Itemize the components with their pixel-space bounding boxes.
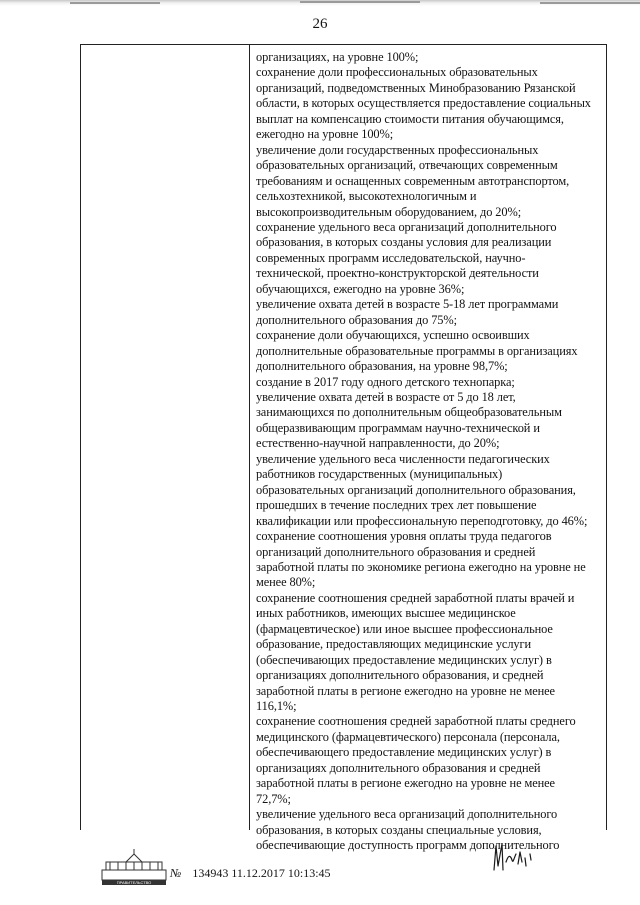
text-line: образования, в которых созданы условия для реализации: [256, 235, 552, 250]
text-line: менее 80%;: [256, 575, 316, 590]
text-line: организациях дополнительного образования и средней: [256, 760, 541, 775]
text-line: технической, проектно-конструкторской деятельности: [256, 266, 539, 281]
text-line: увеличение охвата детей в возрасте от 5 до 18 лет,: [256, 389, 516, 404]
text-line: сохранение соотношения средней заработной платы среднего: [256, 714, 576, 729]
text-line: увеличение охвата детей в возрасте 5-18 лет программами: [256, 297, 559, 312]
text-line: естественно-научной направленности, до 20%;: [256, 436, 500, 451]
text-line: увеличение удельного веса численности педагогических: [256, 451, 550, 466]
svg-text:ПРАВИТЕЛЬСТВО: ПРАВИТЕЛЬСТВО: [116, 880, 152, 885]
scan-streak: [540, 2, 640, 4]
text-line: образования, в которых созданы специальные условия,: [256, 822, 542, 837]
text-line: сохранение соотношения средней заработной платы врачей и: [256, 590, 575, 605]
document-footer: [0, 838, 640, 898]
table-cell-content: [256, 50, 606, 854]
scan-streak: [70, 2, 160, 4]
text-line: области, в которых осуществляется предоставление социальных: [256, 96, 591, 111]
government-building-emblem-icon: [100, 848, 168, 886]
registration-datetime: 11.12.2017 10:13:45: [231, 866, 331, 880]
text-line: дополнительные образовательные программы в организациях: [256, 343, 578, 358]
text-line: образовательных организаций дополнительного образования,: [256, 482, 576, 497]
registration-stamp: [170, 866, 331, 881]
text-line: обеспечивающего предоставление медицинских услуг) в: [256, 745, 552, 760]
text-line: требованиям и оснащенных современным автотранспортом,: [256, 173, 570, 188]
text-line: создание в 2017 году одного детского технопарка;: [256, 374, 515, 389]
text-line: организаций, подведомственных Минобразованию Рязанской: [256, 80, 576, 95]
text-line: сельхозтехникой, высокотехнологичным и: [256, 189, 477, 204]
text-line: сохранение удельного веса организаций дополнительного: [256, 219, 557, 234]
text-line: высокопроизводительным оборудованием, до 20%;: [256, 204, 522, 219]
text-line: сохранение соотношения уровня оплаты труда педагогов: [256, 529, 552, 544]
table-column-divider: [249, 44, 250, 830]
text-line: дополнительного образования до 75%;: [256, 312, 457, 327]
scan-streak: [300, 1, 420, 3]
text-line: (обеспечивающих предоставление медицинских услуг) в: [256, 652, 552, 667]
text-line: иных работников, имеющих высшее медицинское: [256, 606, 516, 621]
text-line: организациях, на уровне 100%;: [256, 50, 419, 64]
registration-number: 134943: [192, 866, 229, 880]
handwritten-signature: [490, 836, 540, 878]
text-line: увеличение удельного веса организаций дополнительного: [256, 807, 558, 822]
text-line: организациях дополнительного образования, и средней: [256, 668, 544, 683]
text-line: занимающихся по дополнительным общеобразовательным: [256, 405, 562, 420]
text-line: общеразвивающим программам научно-технической и: [256, 420, 540, 435]
text-line: заработной платы в регионе ежегодно на уровне не менее: [256, 683, 555, 698]
text-line: квалификации или профессиональную переподготовку, до 46%;: [256, 513, 588, 528]
page-number: 26: [312, 16, 328, 32]
text-line: образовательных организаций, отвечающих современным: [256, 158, 558, 173]
text-line: 72,7%;: [256, 791, 291, 806]
text-line: современных программ исследовательской, научно-: [256, 250, 526, 265]
text-line: увеличение доли государственных профессиональных: [256, 142, 539, 157]
text-line: ежегодно на уровне 100%;: [256, 127, 394, 142]
text-line: заработной платы по экономике региона ежегодно на уровне не: [256, 559, 586, 574]
text-line: медицинского (фармацевтического) персонала (персонала,: [256, 729, 560, 744]
number-sign: №: [170, 866, 182, 880]
text-line: обеспечивающие доступность программ дополнительного: [256, 838, 560, 853]
text-line: организаций дополнительного образования и средней: [256, 544, 536, 559]
text-line: дополнительного образования, на уровне 98,7%;: [256, 359, 508, 374]
text-line: работников государственных (муниципальных): [256, 467, 503, 482]
text-line: образование, предоставляющих медицинские услуги: [256, 637, 532, 652]
text-line: выплат на компенсацию стоимости питания обучающимся,: [256, 111, 564, 126]
text-line: обучающихся, ежегодно на уровне 36%;: [256, 281, 465, 296]
text-line: заработной платы в регионе ежегодно на уровне не менее: [256, 776, 555, 791]
text-line: (фармацевтическое) или иное высшее профессиональное: [256, 621, 553, 636]
text-line: сохранение доли обучающихся, успешно освоивших: [256, 328, 530, 343]
text-line: сохранение доли профессиональных образовательных: [256, 65, 538, 80]
text-line: прошедших в течение последних трех лет повышение: [256, 498, 537, 513]
text-line: 116,1%;: [256, 699, 297, 714]
